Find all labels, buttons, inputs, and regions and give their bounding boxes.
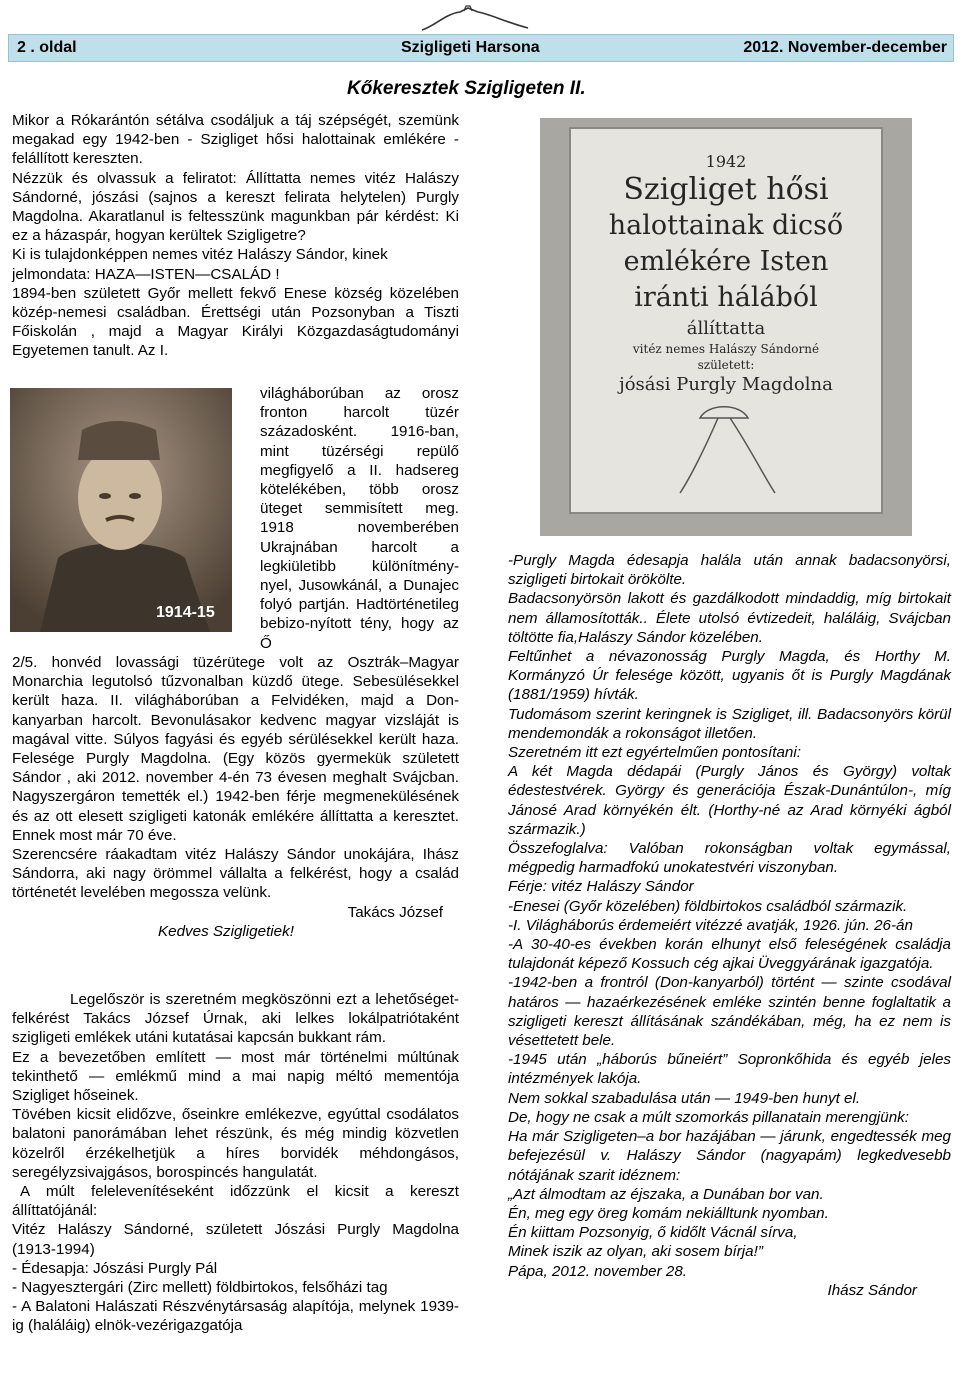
article-title: Kőkeresztek Szigligeten II.: [347, 78, 586, 99]
letter-paragraph: Badacsonyörsön lakott és gazdálkodott mindaddig, míg birtokait nem államosították.. Élete utolsó évtizedeit, haláláig, Svájcban töltötte fia,Halászy Sándor közelében.: [508, 590, 951, 646]
photo-caption: 1914-15: [156, 604, 215, 621]
letter-signature: Ihász Sándor: [827, 1281, 917, 1299]
intro-paragraph: Nézzük és olvassuk a feliratot: Állíttatta nemes vitéz Halászy Sándorné, jószási (sajnos a kereszt felirata helytelen) Purgly Magdolna. Akaratlanul is feltesszünk magunkban pár kérdést: Ki ez a házaspár, hogyan kerültek Szigligetre?: [12, 169, 459, 245]
letter-right: [508, 551, 951, 1300]
letter-paragraph: A két Magda dédapái (Purgly János és György) voltak édestestvérek. György és generációja Észak-Dunántúlon-, míg Jánosé Arad környékén élt. (Horthy-né az Arad környéki ágból származik.): [508, 763, 951, 838]
letter-paragraph: - Nagyesztergári (Zirc mellett) földbirtokos, felsőházi tag: [12, 1279, 388, 1297]
letter-paragraph: -1945 után „háborús bűneiért” Sopronkőhida és egyéb jeles intézmények lakója.: [508, 1051, 951, 1088]
letter-paragraph: Vitéz Halászy Sándorné, született Jószási Purgly Magdolna (1913-1994): [12, 1221, 459, 1258]
letter-greeting: Kedves Szigligetiek!: [158, 922, 294, 940]
intro-paragraph: 1894-ben született Győr mellett fekvő Enese község közelében közép-nemesi családban. Érettségi után Pozsonyban a Tiszti Főiskolán , majd a Magyar Királyi Közgazdaságtudományi Egyetemen tanult. Az I.: [12, 284, 459, 360]
letter-paragraph: Ez a bevezetőben említett — most már történelmi múltúnak tekinthető — emlékmű mind a mai napig méltó mementója Szigliget hőseinek.: [12, 1048, 459, 1105]
letter-paragraph: Összefoglalva: Valóban rokonságban voltak egymással, mégpedig harmadfokú unokatestvéri viszonyban.: [508, 840, 951, 877]
letter-paragraph: Tövében kicsit elidőzve, őseinkre emlékezve, egyúttal csodálatos balatoni panorámában lehet részünk, és még mindig közvetlen közelről érzékelhetjük a híres borvidék méhdongásos, seregélyzsivajgásos, borospincés hangulatát.: [12, 1106, 459, 1181]
letter-paragraph: - A Balatoni Halászati Részvénytársaság alapítója, melynek 1939-ig (haláláig) elnök-vezérigazgatója: [12, 1298, 459, 1335]
poem-line: Én, meg egy öreg komám nekiálltunk nyomban.: [508, 1204, 829, 1222]
publication-name: Szigligeti Harsona: [401, 39, 540, 56]
letter-paragraph: -1942-ben a frontról (Don-kanyarból) történt — szinte csodával határos — hazaérkezésének emléke szintén benne foglaltatik a szigligeti kereszt állításának szándékában, még, ha ez nem is vésettetett bele.: [508, 974, 951, 1050]
intro-paragraph: Ki is tulajdonképpen nemes vitéz Halászy Sándor, kinek jelmondata: HAZA—ISTEN—CSALÁD !: [12, 246, 388, 283]
portrait-photo: [10, 388, 232, 632]
letter-paragraph: -I. Világháborús érdemeiért vitézzé avatják, 1926. jún. 26-án: [508, 916, 913, 934]
letter-paragraph: Ha már Szigligeten–a bor hazájában — járunk, engedtessék meg befejezésül v. Halászy Sándor (nagyapám) legkedvesebb nótájának szarit idéznem:: [508, 1128, 951, 1184]
plaque-line: született:: [697, 358, 755, 372]
letter-paragraph: Feltűnhet a névazonosság Purgly Magda, és Horthy M. Kormányzó Úr felesége között, ugyanis őt is Purgly Magdának (1881/1959) hívták.: [508, 648, 951, 704]
plaque-line: Szigliget hősi: [623, 172, 829, 207]
letter-paragraph: De, hogy ne csak a múlt szomorkás pillanatain merengjünk:: [508, 1108, 909, 1126]
intro-paragraph: Mikor a Rókarántón sétálva csodáljuk a táj szépségét, szemünk megakad egy 1942-ben - Szigliget hősi halottainak emlékére - felállított kereszten.: [12, 112, 459, 168]
letter-paragraph: Férje: vitéz Halászy Sándor: [508, 878, 694, 896]
poem-line: „Azt álmodtam az éjszaka, a Dunában bor van.: [508, 1185, 824, 1203]
letter-paragraph: -Purgly Magda édesapja halála után annak badacsonyörsi, szigligeti birtokait örökölte.: [508, 552, 951, 589]
page-header: [8, 34, 954, 62]
letter-place-date: Pápa, 2012. november 28.: [508, 1262, 688, 1280]
author-signature: Takács József: [347, 903, 443, 921]
letter-paragraph: -Enesei (Győr közelében) földbirtokos családból származik.: [508, 897, 908, 915]
plaque-line: iránti hálából: [634, 282, 818, 313]
memorial-stone-photo: [540, 118, 912, 536]
body-paragraph: 2/5. honvéd lovassági tüzérütege volt az Osztrák–Magyar Monarchia legutolsó tűzvonalban küzdő ütege. Sebesülésekkel került haza. II. világháborúban a Felvidéken, majd a Don-kanyarban harcolt. Bevonulásakor kedvenc magyar vizsláját is magával vitte. Súlyos fagyási és egyéb sérülésekkel került haza. Felesége Purgly Magdolna. (Egy közös gyermekük született Sándor , aki 2012. november 4-én 73 évesen meghalt Svájcban. Nagyszergáron temették el.) 1942-ben férje megmenekülésének és az ott elesett szigligeti katonák emlékére állíttatta a keresztet. Ennek most már 70 éve.: [12, 654, 459, 844]
plaque-line: 1942: [705, 152, 747, 171]
continued-text: [12, 653, 459, 941]
beside-photo-text: világháborúban az orosz fronton harcolt tüzér századosként. 1916-ban, mint tüzérségi repülő megfigyelő a II. hadsereg kötelékében, több orosz üteget semmisített meg. 1918 novemberében Ukrajnában harcolt a legkiületibb különítmény-nyel, Jusowkánál, a Dunajec folyó partján. Hadtörténetileg bebizo-nyított tény, hogy az Ő: [260, 385, 459, 652]
hill-logo-icon: [420, 2, 530, 32]
body-paragraph: Szerencsére ráakadtam vitéz Halászy Sándor unokájára, Ihász Sándorra, aki nagy örömmel vállalta a felkérést, hogy a család történetét levelében megossza velünk.: [12, 846, 459, 902]
page-number: 2 . oldal: [17, 39, 77, 56]
intro-text: [12, 111, 459, 361]
letter-paragraph: Legelőször is szeretném megköszönni ezt a lehetőséget-felkérést Takács József Úrnak, aki lelkes lokálpatriótaként szigligeti emlékek utáni kutatásai kapcsán bukkant rám.: [12, 991, 459, 1047]
letter-paragraph: Tudomásom szerint keringnek is Szigliget, ill. Badacsonyörs körül mendemondák a rokonságot illetően.: [508, 705, 951, 742]
plaque-line: halottainak dicső: [608, 210, 844, 241]
plaque-line: vitéz nemes Halászy Sándorné: [632, 342, 820, 356]
plaque-line: emlékére Isten: [623, 246, 829, 277]
issue-date: 2012. November-december: [743, 39, 947, 56]
letter-paragraph: Nem sokkal szabadulása után — 1949-ben hunyt el.: [508, 1089, 861, 1107]
letter-paragraph: - Édesapja: Jószási Purgly Pál: [12, 1259, 218, 1277]
letter-paragraph: A múlt felelevenítéseként időzzünk el kicsit a kereszt állíttatójánál:: [12, 1183, 459, 1220]
poem-line: Én kiittam Pozsonyig, ő kidőlt Vácnál sírva,: [508, 1224, 798, 1242]
letter-paragraph: Szeretném itt ezt egyértelműen pontosítani:: [508, 744, 801, 762]
plaque-line: jósási Purgly Magdolna: [619, 374, 833, 395]
letter-paragraph: -A 30-40-es években korán elhunyt első feleségének családja tulajdonát képező Kossuch cég ajkai Üveggyárának igazgatója.: [508, 936, 951, 973]
plaque-line: állíttatta: [686, 318, 766, 339]
letter-left: [12, 990, 459, 1336]
poem-line: Minek iszik az olyan, aki sosem bírja!”: [508, 1243, 763, 1261]
